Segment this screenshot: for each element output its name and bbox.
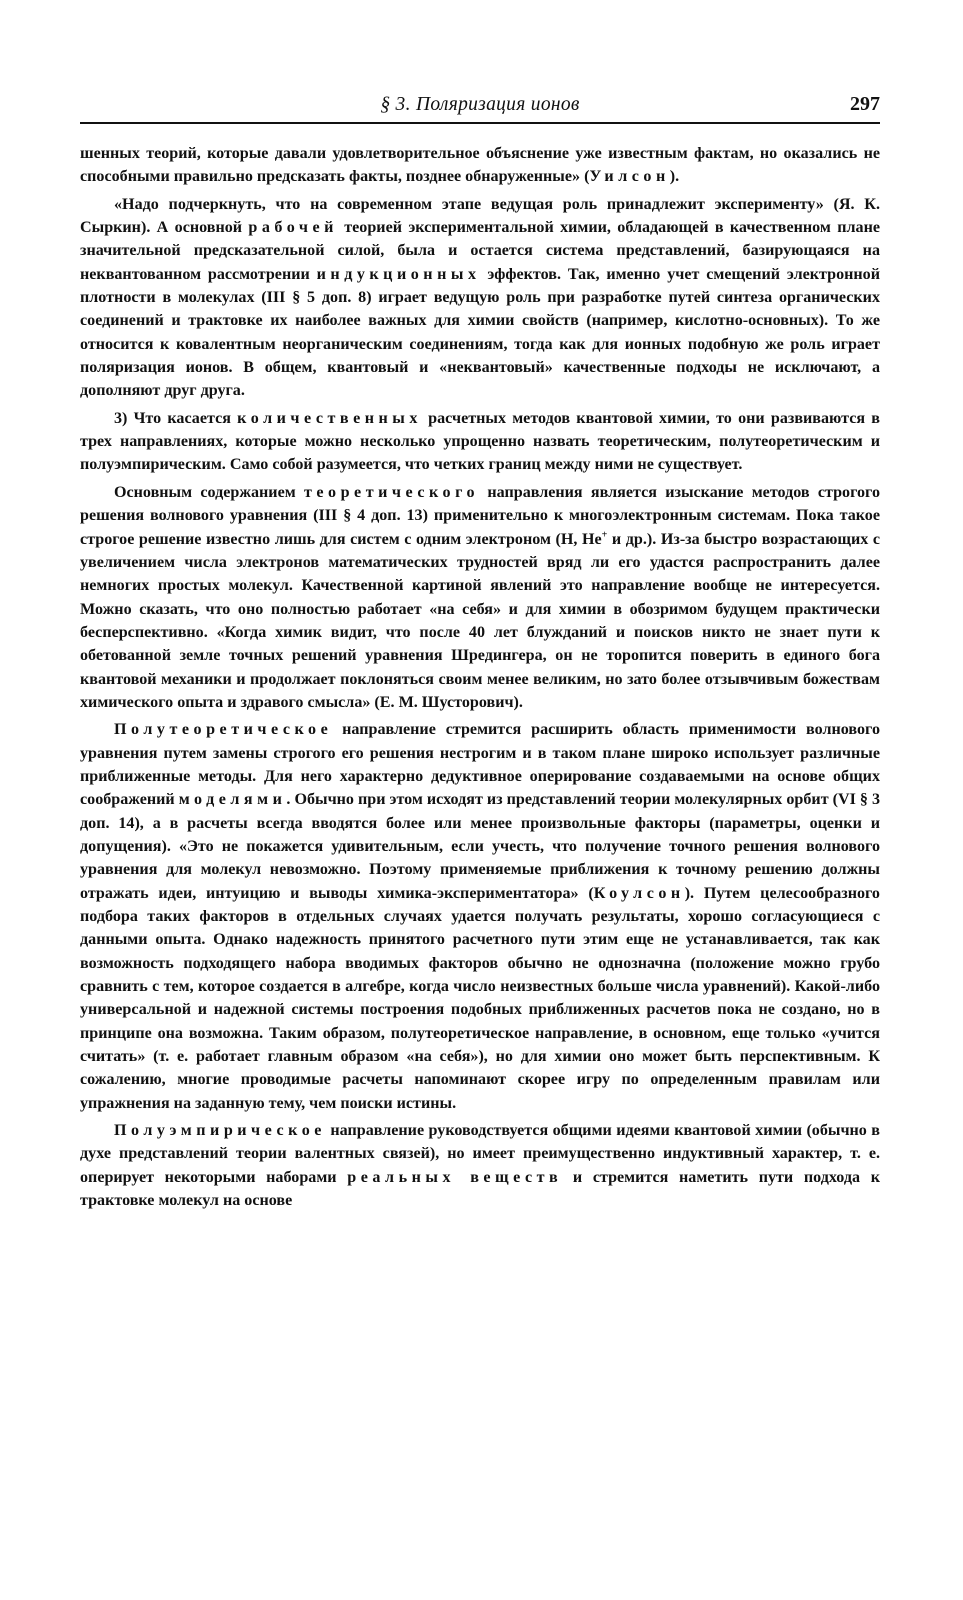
text-run: 3) Что касается [114,409,238,427]
spaced-emphasis: рабочей [248,219,338,237]
page-header [80,88,880,124]
spaced-emphasis: моделями [178,791,287,809]
spaced-emphasis: Полуэмпирическое [114,1122,326,1140]
paragraph [80,142,880,189]
text-run: теорией экспериментальной химии, обладающей в качественном плане значительной предсказательной силой, была и остается система представлений, базирующаяся на неквантованном рассмотрении [80,219,880,283]
text-run: направление руководствуется общими идеями квантовой химии (обычно в духе представлений теории валентных связей), но имеет преимущественно индуктивный характер, т. е. оперирует некоторыми наборами [80,1122,880,1186]
text-run: эффектов. Так, именно учет смещений электронной плотности в молекулах (III § 5 доп. 8) играет ведущую роль при разработке путей синтеза органических соединений и трактовке их наиболее важных для химии свойств (например, кислотно-основных). То же относится к ковалентным неорганическим соединениям, тогда как для ионных подобную же роль играет поляризация ионов. В общем, квантовый и «неквантовый» качественные подходы не исключают, а дополняют друг друга. [80,265,880,400]
spaced-emphasis: реальных веществ [347,1168,563,1186]
paragraph [80,481,880,714]
superscript: + [601,529,608,541]
paragraph [80,718,880,1115]
text-run: «Надо подчеркнуть, что на современном этапе ведущая роль принадлежит эксперименту» (Я. К. Сыркин). А основной [80,195,880,237]
text-run: направления является изыскание методов строгого решения волнового уравнения (III § 4 доп. 13) применительно к многоэлектронным системам. Пока такое строгое решение известно лишь для систем с одним электроном (H, He [80,483,881,548]
spaced-emphasis: Коулсон [593,884,685,902]
paragraph [80,1119,880,1212]
spaced-emphasis: индукционных [316,265,481,283]
spaced-emphasis: Полутеоретическое [114,721,333,739]
spaced-emphasis: количественных [237,409,422,427]
text-run: и др.). Из-за быстро возрастающих с увеличением числа электронов математических трудностей вряд ли его удастся распространить далее немногих простых молекул. Качественной картиной явлений это направление вообще не интересуется. Можно сказать, что оно полностью работает «на себя» и для химии в обозримом будущем практически бесперспективно. «Когда химик видит, что после 40 лет блужданий и поисков никто не знает пути к обетованной земле точных решений уравнения Шредингера, он не торопится поверить в единого бога квантовой механики и продолжает поклоняться своим менее великим, но зато более отзывчивым божествам химического опыта и здравого смысла» (Е. М. Шусторович). [80,530,880,711]
text-run: . Обычно при этом исходят из представлений теории молекулярных орбит (VI § 3 доп. 14), а в расчеты всегда вводятся более или менее произвольные факторы (параметры, оценки и допущения). «Это не покажется удивительным, если учесть, что получение точного решения волнового уравнения для молекул невозможно. Поэтому применяемые приближения к точному решению должны отражать идеи, интуицию и выводы химика-экспериментатора» ( [80,791,881,902]
text-run: ). Путем целесообразного подбора таких факторов в отдельных случаях удается получать результаты, хорошо согласующиеся с данными опыта. Однако надежность принятого расчетного пути этим еще не устанавливается, так как возможность подходящего набора вводимых факторов обычно не однозначна (положение можно грубо сравнить с тем, которое создается в алгебре, когда число неизвестных больше числа уравнений). Какой-либо универсальной и надежной системы построения подобных приближенных расчетов пока не создано, но в принципе она возможна. Таким образом, полутеоретическое направление, в основном, еще только «учится считать» (т. е. работает главным образом «на себя»), но для химии оно может быть перспективным. К сожалению, многие проводимые расчеты напоминают скорее игру по определенным правилам или упражнения на заданную тему, чем поиски истины. [80,884,880,1112]
body-text [80,142,880,1212]
text-run: и стремится наметить пути подхода к трактовке молекул на основе [80,1168,880,1210]
spaced-emphasis: Уилсон [589,168,670,186]
paragraph [80,407,880,477]
text-run: расчетных методов квантовой химии, то они развиваются в трех направлениях, которые можно несколько упрощенно назвать теоретическим, полутеоретическим и полуэмпирическим. Само собой разумеется, что четких границ между ними не существует. [80,409,880,474]
text-run: направление стремится расширить область применимости волнового уравнения путем замены строгого его решения нестрогим и в таком плане широко использует различные приближенные методы. Для него характерно дедуктивное оперирование создаваемыми на основе общих соображений [80,721,880,809]
spaced-emphasis: теоретического [303,483,480,501]
page-number: 297 [850,93,880,115]
text-run: ). [669,168,680,186]
book-page [80,88,880,1216]
running-head: § 3. Поляризация ионов [380,94,580,115]
text-run: Основным содержанием [114,483,304,501]
text-run: шенных теорий, которые давали удовлетворительное объяснение уже известным фактам, но оказались не способными правильно предсказать факты, позднее обнаруженные» ( [80,145,880,186]
paragraph [80,193,880,403]
